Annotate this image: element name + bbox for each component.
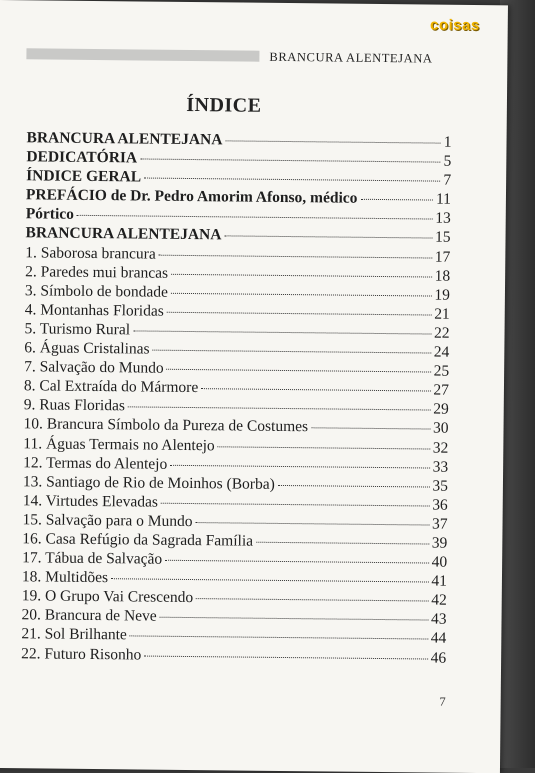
dot-leader — [128, 407, 430, 411]
entry-page-number: 33 — [432, 458, 449, 476]
entry-page-number: 40 — [431, 553, 448, 571]
dot-leader — [256, 542, 429, 545]
dot-leader — [140, 159, 440, 163]
dot-leader — [133, 330, 431, 334]
entry-title: 8. Cal Extraída do Mármore — [23, 377, 199, 397]
entry-page-number: 30 — [432, 419, 449, 438]
entry-page-number: 44 — [430, 629, 447, 648]
dot-leader — [130, 636, 428, 640]
entry-page-number: 18 — [434, 267, 451, 285]
entry-page-number: 5 — [443, 152, 452, 170]
dot-leader — [360, 199, 433, 201]
entry-page-number: 1 — [443, 133, 452, 151]
dot-leader — [167, 369, 431, 373]
entry-page-number: 36 — [432, 496, 448, 514]
dot-leader — [161, 502, 429, 506]
entry-page-number: 25 — [433, 362, 450, 380]
entry-title: 9. Ruas Floridas — [23, 396, 126, 415]
entry-title: 17. Tábua de Salvação — [22, 549, 163, 568]
entry-title: 7. Salvação do Mundo — [24, 358, 164, 377]
table-of-contents — [21, 128, 452, 667]
page-number: 7 — [439, 694, 446, 709]
dot-leader — [170, 464, 429, 468]
entry-page-number: 39 — [431, 534, 448, 552]
dot-leader — [144, 178, 440, 182]
entry-page-number: 37 — [431, 515, 448, 533]
entry-title: 5. Turismo Rural — [24, 320, 131, 339]
entry-title: BRANCURA ALENTEJANA — [25, 224, 222, 244]
entry-page-number: 17 — [434, 248, 451, 266]
entry-title: 20. Brancura de Neve — [21, 606, 157, 626]
entry-title: 13. Santiago de Rio de Moinhos (Borba) — [22, 472, 275, 493]
entry-title: Pórtico — [25, 205, 75, 224]
dot-leader — [165, 560, 428, 564]
entry-page-number: 42 — [431, 591, 447, 609]
entry-page-number: 24 — [433, 343, 450, 361]
entry-title: 16. Casa Refúgio da Sagrada Família — [22, 530, 254, 550]
entry-page-number: 21 — [434, 305, 450, 323]
entry-title: 18. Multidões — [21, 568, 109, 587]
entry-title: 6. Águas Cristalinas — [24, 339, 150, 358]
dot-leader — [167, 312, 431, 316]
entry-page-number: 22 — [433, 324, 450, 342]
dot-leader — [311, 428, 430, 430]
entry-title: DEDICATÓRIA — [26, 148, 138, 167]
watermark-logo: coisas — [429, 16, 480, 35]
entry-title: BRANCURA ALENTEJANA — [26, 129, 223, 149]
entry-title: 1. Saborosa brancura — [25, 243, 156, 263]
entry-title: 14. Virtudes Elevadas — [22, 492, 159, 511]
entry-title: 15. Salvação para o Mundo — [22, 511, 193, 530]
dot-leader — [153, 350, 431, 354]
dot-leader — [201, 388, 430, 391]
dot-leader — [278, 485, 430, 488]
entry-page-number: 11 — [435, 190, 452, 209]
dot-leader — [77, 215, 432, 220]
entry-title: ÍNDICE GERAL — [26, 167, 142, 186]
dot-leader — [218, 446, 430, 449]
dot-leader — [144, 655, 427, 659]
entry-title: 4. Montanhas Floridas — [24, 301, 164, 320]
dot-leader — [111, 578, 428, 582]
toc-entry — [21, 644, 446, 668]
entry-title: 22. Futuro Risonho — [21, 644, 142, 664]
entry-page-number: 7 — [443, 171, 452, 189]
running-header: BRANCURA ALENTEJANA — [269, 49, 433, 66]
entry-page-number: 29 — [433, 400, 449, 419]
dot-leader — [159, 254, 432, 258]
dot-leader — [171, 273, 432, 277]
dot-leader — [160, 617, 428, 621]
dot-leader — [196, 598, 428, 601]
entry-page-number: 43 — [430, 610, 447, 629]
dot-leader — [225, 140, 440, 143]
header-rule — [26, 48, 259, 61]
entry-title: 12. Termas do Alentejo — [23, 453, 168, 473]
index-title: ÍNDICE — [186, 93, 262, 117]
entry-page-number: 15 — [434, 229, 451, 247]
dot-leader — [196, 522, 429, 525]
entry-page-number: 35 — [432, 477, 449, 495]
dot-leader — [171, 293, 432, 297]
entry-page-number: 41 — [431, 572, 448, 590]
entry-title: 21. Sol Brilhante — [21, 625, 127, 644]
entry-title: 3. Símbolo de bondade — [24, 282, 168, 301]
entry-title: 10. Brancura Símbolo da Pureza de Costumes — [23, 415, 309, 436]
entry-title: 2. Paredes mui brancas — [25, 262, 169, 282]
entry-page-number: 46 — [430, 649, 447, 667]
entry-page-number: 32 — [432, 439, 449, 457]
entry-page-number: 27 — [433, 381, 450, 399]
dot-leader — [224, 236, 432, 239]
entry-page-number: 13 — [435, 209, 451, 228]
entry-title: 11. Águas Termais no Alentejo — [23, 434, 215, 454]
entry-page-number: 19 — [434, 286, 451, 304]
entry-title: PREFÁCIO de Dr. Pedro Amorim Afonso, médico — [25, 186, 358, 208]
entry-title: 19. O Grupo Vai Crescendo — [21, 587, 194, 607]
